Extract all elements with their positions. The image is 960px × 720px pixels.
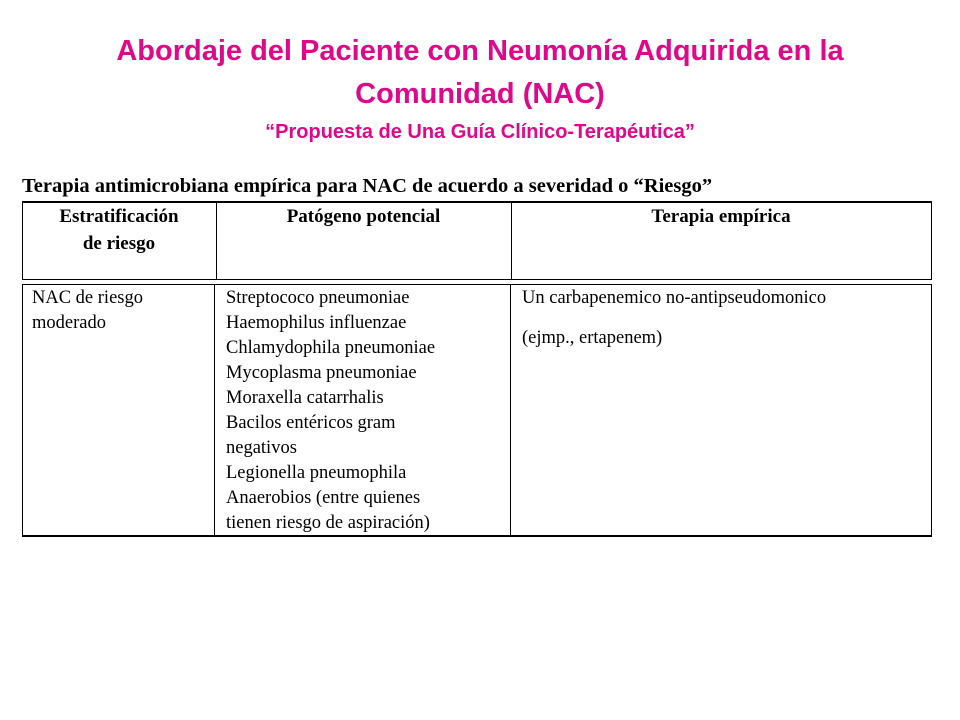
body-col-divider-2: [510, 284, 511, 537]
header-col-divider-right: [931, 201, 932, 279]
body-col-divider-1: [214, 284, 215, 537]
pathogen-line: negativos: [226, 438, 297, 458]
pathogen-line: Chlamydophila pneumoniae: [226, 338, 436, 358]
pathogen-line: Haemophilus influenzae: [226, 313, 407, 333]
header-risk-line-1: Estratificación: [59, 206, 179, 227]
header-empiric-therapy: Terapia empírica: [651, 206, 791, 227]
pathogen-line: Legionella pneumophila: [226, 463, 407, 483]
slide-title-line-1: Abordaje del Paciente con Neumonía Adquirida en la: [116, 35, 844, 67]
cell-pathogens: [226, 286, 435, 536]
cell-risk-level: [32, 286, 143, 336]
pathogen-line: Mycoplasma pneumoniae: [226, 363, 417, 383]
risk-level-line-2: moderado: [32, 313, 106, 333]
table-caption: Terapia antimicrobiana empírica para NAC de acuerdo a severidad o “Riesgo”: [22, 175, 713, 197]
header-bottom-border-2: [22, 284, 932, 285]
therapy-line-2: (ejmp., ertapenem): [522, 328, 663, 348]
body-col-divider-right: [931, 284, 932, 537]
header-bottom-border-1: [22, 279, 932, 280]
pathogen-line: tienen riesgo de aspiración): [226, 513, 430, 533]
cell-empiric-therapy: [522, 286, 826, 351]
risk-level-line-1: NAC de riesgo: [32, 288, 143, 308]
pathogen-line: Streptococo pneumoniae: [226, 288, 410, 308]
slide-title: [0, 30, 960, 116]
pathogen-line: Moraxella catarrhalis: [226, 388, 384, 408]
table-bottom-border: [22, 535, 932, 537]
header-risk-stratification: [22, 203, 216, 257]
body-col-divider-left: [22, 284, 23, 537]
slide-title-line-2: Comunidad (NAC): [355, 78, 605, 110]
slide-subtitle: “Propuesta de Una Guía Clínico-Terapéutica”: [265, 121, 695, 143]
pathogen-line: Bacilos entéricos gram: [226, 413, 396, 433]
header-potential-pathogen: Patógeno potencial: [286, 206, 441, 227]
header-risk-line-2: de riesgo: [82, 233, 156, 254]
therapy-line-1: Un carbapenemico no-antipseudomonico: [522, 288, 827, 308]
pathogen-line: Anaerobios (entre quienes: [226, 488, 421, 508]
